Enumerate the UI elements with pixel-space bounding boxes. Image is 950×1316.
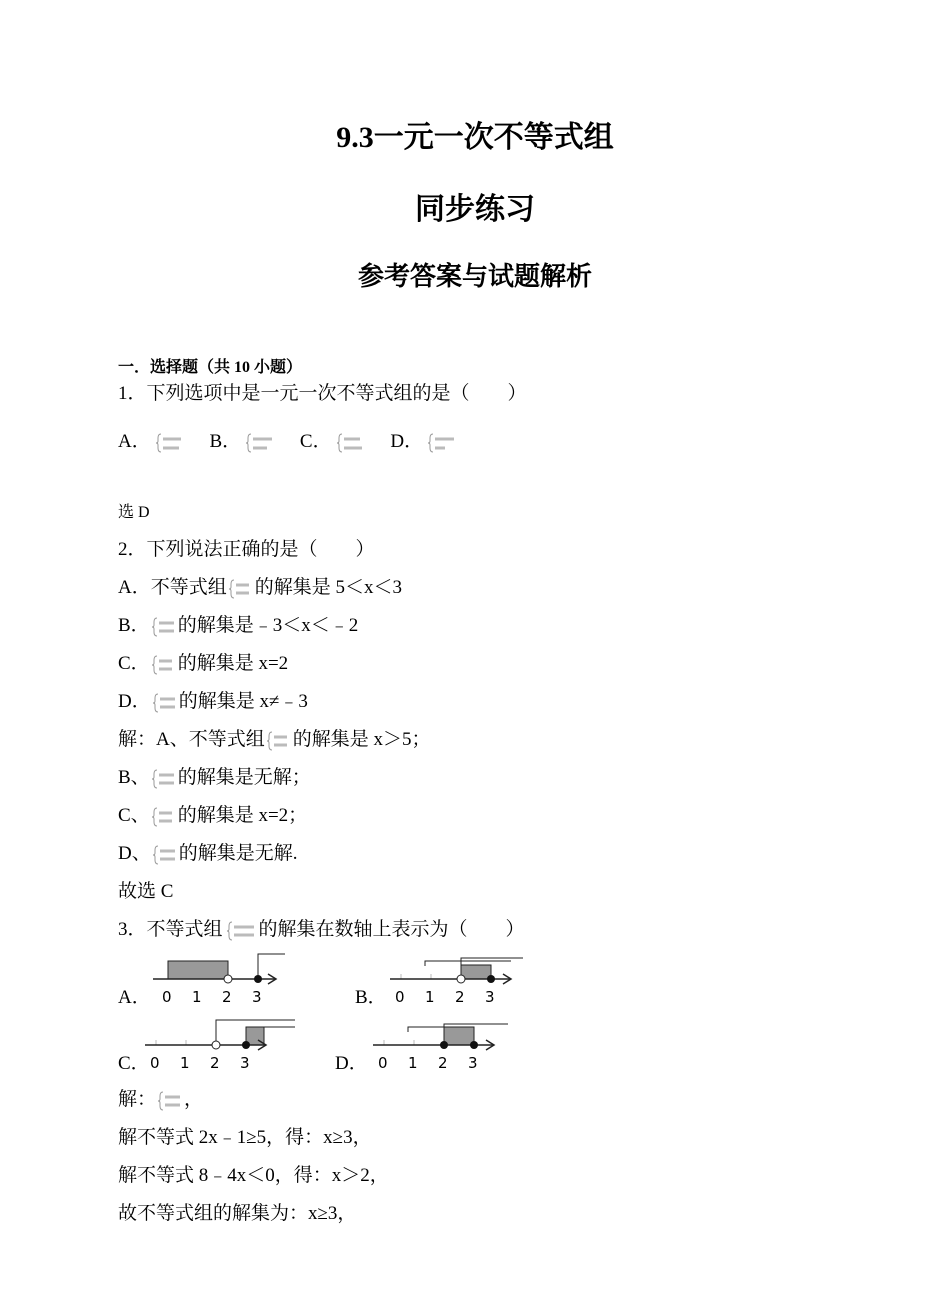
q3-option-b-number-line <box>385 950 530 1006</box>
q3-solution-line-2: 解不等式 2x﹣1≥5，得：x≥3， <box>118 1127 372 1148</box>
tick-label: 3 <box>252 988 262 1006</box>
q3-option-a-label: A． <box>118 987 151 1008</box>
tick-label: 0 <box>162 988 172 1006</box>
formula-image <box>152 767 176 791</box>
q3-solution-line-1: 解： ， <box>118 1084 203 1113</box>
q3-solution-line-3: 解不等式 8﹣4x＜0，得：x＞2， <box>118 1165 389 1186</box>
formula-image <box>158 1089 182 1113</box>
tick-label: 0 <box>378 1054 388 1072</box>
open-point <box>224 975 232 983</box>
closed-point <box>470 1041 478 1049</box>
formula-image <box>227 919 255 943</box>
q2-option-b: B． 的解集是﹣3＜x＜﹣2 <box>118 610 358 639</box>
q2-solution-line-2: B、 的解集是无解； <box>118 762 311 791</box>
q3-option-b-label: B． <box>355 987 387 1008</box>
formula-image <box>152 653 176 677</box>
page-title: 9.3一元一次不等式组 <box>336 121 614 154</box>
section-heading: 一．选择题（共 10 小题） <box>118 359 303 376</box>
formula-image <box>153 691 177 715</box>
q3-option-d-number-line <box>368 1016 513 1072</box>
shaded-region <box>461 965 491 979</box>
q1-option-d-formula-image <box>427 431 455 455</box>
formula-image <box>229 577 253 601</box>
q1-option-c-label: C． <box>299 431 332 452</box>
q3-option-c-label: C． <box>118 1053 150 1074</box>
q3-option-c-number-line <box>140 1016 300 1072</box>
page-subtitle: 同步练习 <box>415 193 535 226</box>
tick-label: 2 <box>455 988 465 1006</box>
q1-option-b-label: B． <box>209 431 242 452</box>
q1-options <box>118 426 477 455</box>
q3-solution-line-4: 故不等式组的解集为：x≥3， <box>118 1203 357 1224</box>
q1-option-c-formula-image <box>336 431 364 455</box>
page-heading: 参考答案与试题解析 <box>357 262 592 291</box>
tick-label: 2 <box>222 988 232 1006</box>
shaded-region <box>168 961 228 979</box>
q2-option-a: A．不等式组 的解集是 5＜x＜3 <box>118 572 402 601</box>
closed-point <box>242 1041 250 1049</box>
tick-label: 1 <box>180 1054 190 1072</box>
tick-label: 3 <box>485 988 495 1006</box>
q2-option-d: D． 的解集是 x≠﹣3 <box>118 686 308 715</box>
formula-image <box>153 843 177 867</box>
q3-option-a-number-line <box>150 950 285 1006</box>
q1-option-a-label: A． <box>118 431 151 452</box>
q2-answer: 故选 C <box>118 881 174 902</box>
open-point <box>457 975 465 983</box>
formula-image <box>152 805 176 829</box>
formula-image <box>152 615 176 639</box>
tick-label: 1 <box>425 988 435 1006</box>
q2-stem: 2．下列说法正确的是（ ） <box>118 539 375 560</box>
closed-point <box>487 975 495 983</box>
formula-image <box>267 729 291 753</box>
q1-answer: 选 D <box>118 504 150 521</box>
q2-solution-line-3: C、 的解集是 x=2； <box>118 800 307 829</box>
open-point <box>212 1041 220 1049</box>
q3-option-d-label: D． <box>335 1053 368 1074</box>
q1-stem: 1．下列选项中是一元一次不等式组的是（ ） <box>118 383 527 404</box>
q3-stem: 3．不等式组 的解集在数轴上表示为（ ） <box>118 914 525 943</box>
range-bracket <box>258 954 285 979</box>
closed-point <box>254 975 262 983</box>
q2-solution-line-1: 解：A、不等式组 的解集是 x＞5； <box>118 724 431 753</box>
shaded-region <box>444 1027 474 1045</box>
q2-option-c: C． 的解集是 x=2 <box>118 648 288 677</box>
tick-label: 3 <box>240 1054 250 1072</box>
closed-point <box>440 1041 448 1049</box>
tick-label: 3 <box>468 1054 478 1072</box>
q1-option-a-formula-image <box>155 431 183 455</box>
q2-solution-line-4: D、 的解集是无解. <box>118 838 298 867</box>
q1-option-d-label: D． <box>390 431 424 452</box>
tick-label: 2 <box>438 1054 448 1072</box>
q1-option-b-formula-image <box>245 431 273 455</box>
tick-label: 0 <box>150 1054 160 1072</box>
tick-label: 2 <box>210 1054 220 1072</box>
tick-label: 1 <box>408 1054 418 1072</box>
tick-label: 0 <box>395 988 405 1006</box>
tick-label: 1 <box>192 988 202 1006</box>
